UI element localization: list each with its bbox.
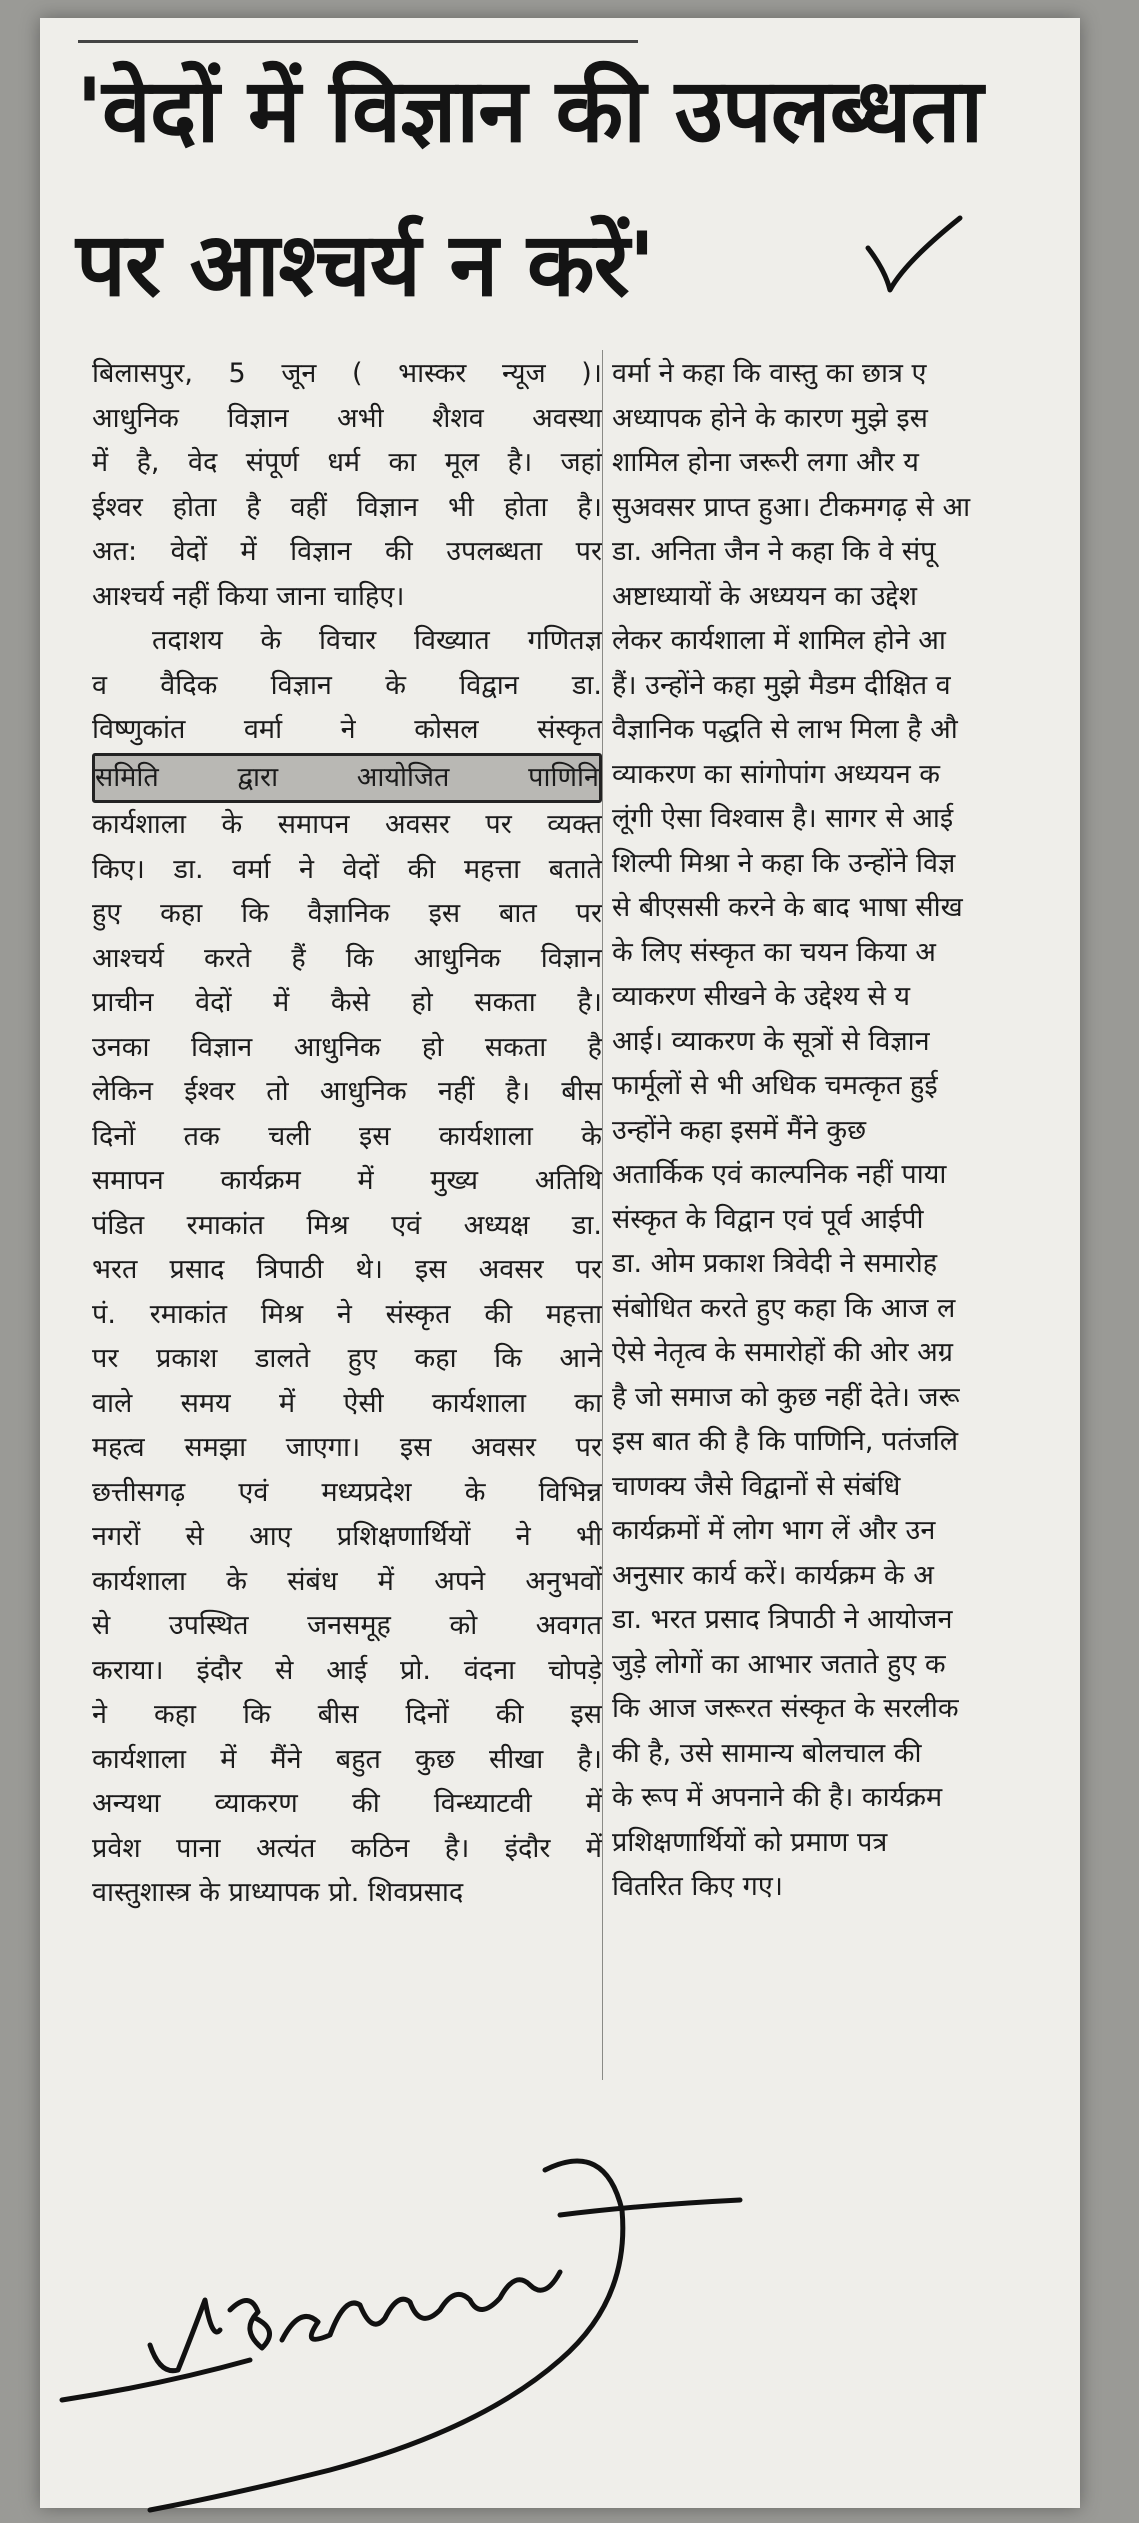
article-line: लेकिन ईश्वर तो आधुनिक नहीं है। बीस	[92, 1076, 602, 1107]
article-line: डा. भरत प्रसाद त्रिपाठी ने आयोजन	[612, 1604, 953, 1635]
article-line: इस बात की है कि पाणिनि, पतंजलि	[612, 1426, 959, 1457]
article-line: महत्व समझा जाएगा। इस अवसर पर	[92, 1432, 602, 1463]
article-line: विष्णुकांत वर्मा ने कोसल संस्कृत	[92, 714, 602, 745]
headline-line-1: 'वेदों में विज्ञान की उपलब्धता	[76, 59, 983, 162]
article-line: के लिए संस्कृत का चयन किया अ	[612, 936, 936, 968]
article-line: आधुनिक विज्ञान अभी शैशव अवस्था	[92, 402, 602, 434]
article-line: कार्यशाला में मैंने बहुत कुछ सीखा है।	[92, 1743, 602, 1775]
article-line: सुअवसर प्राप्त हुआ। टीकमगढ़ से आ	[612, 491, 971, 523]
article-line: किए। डा. वर्मा ने वेदों की महत्ता बताते	[92, 853, 602, 885]
article-line: कि आज जरूरत संस्कृत के सरलीक	[612, 1693, 959, 1724]
article-line: लूंगी ऐसा विश्वास है। सागर से आई	[612, 803, 954, 834]
article-line: से बीएससी करने के बाद भाषा सीख	[612, 892, 963, 923]
article-line: अत: वेदों में विज्ञान की उपलब्धता पर	[92, 536, 602, 567]
handwritten-signature	[62, 2161, 740, 2510]
article-line: आश्चर्य करते हैं कि आधुनिक विज्ञान	[92, 942, 602, 974]
article-line: अष्टाध्यायों के अध्ययन का उद्देश	[612, 580, 917, 612]
article-line: आई। व्याकरण के सूत्रों से विज्ञान	[612, 1025, 930, 1057]
article-line: प्रशिक्षणार्थियों को प्रमाण पत्र	[612, 1826, 888, 1858]
article-line: वास्तुशास्त्र के प्राध्यापक प्रो. शिवप्रसाद	[92, 1877, 464, 1908]
article-line: पर प्रकाश डालते हुए कहा कि आने	[92, 1343, 602, 1374]
article-line: जुड़े लोगों का आभार जताते हुए क	[612, 1648, 946, 1680]
article-line: प्रवेश पाना अत्यंत कठिन है। इंदौर में	[92, 1832, 602, 1864]
article-line: डा. ओम प्रकाश त्रिवेदी ने समारोह	[612, 1248, 938, 1279]
article-line: चाणक्य जैसे विद्वानों से संबंधि	[612, 1470, 901, 1502]
article-line: डा. अनिता जैन ने कहा कि वे संपू	[612, 536, 936, 567]
article-line: लेकर कार्यशाला में शामिल होने आ	[612, 625, 946, 656]
article-line: दिनों तक चली इस कार्यशाला के	[92, 1120, 602, 1152]
article-line: ऐसे नेतृत्व के समारोहों की ओर अग्र	[612, 1337, 953, 1368]
article-line: शिल्पी मिश्रा ने कहा कि उन्होंने विज्ञ	[612, 847, 956, 879]
article-line: भरत प्रसाद त्रिपाठी थे। इस अवसर पर	[92, 1254, 602, 1285]
article-line: वाले समय में ऐसी कार्यशाला का	[92, 1387, 602, 1419]
article-line: कार्यक्रमों में लोग भाग लें और उन	[612, 1515, 936, 1546]
article-line: प्राचीन वेदों में कैसे हो सकता है।	[92, 987, 602, 1018]
article-line: अन्यथा व्याकरण की विन्ध्याटवी में	[92, 1788, 602, 1819]
article-line: संस्कृत के विद्वान एवं पूर्व आईपी	[612, 1203, 924, 1235]
article-line: ने कहा कि बीस दिनों की इस	[92, 1699, 602, 1730]
article-line: पं. रमाकांत मिश्र ने संस्कृत की महत्ता	[92, 1298, 602, 1330]
article-line: वैज्ञानिक पद्धति से लाभ मिला है औ	[612, 714, 958, 745]
article-line: में है, वेद संपूर्ण धर्म का मूल है। जहां	[92, 447, 602, 478]
article-line: की है, उसे सामान्य बोलचाल की	[612, 1737, 922, 1769]
article-line-highlighted: समिति द्वारा आयोजित पाणिनि	[92, 753, 602, 804]
article-line: है जो समाज को कुछ नहीं देते। जरू	[612, 1381, 960, 1413]
article-line: नगरों से आए प्रशिक्षणार्थियों ने भी	[92, 1521, 602, 1552]
article-line: कार्यशाला के संबंध में अपने अनुभवों	[92, 1565, 602, 1597]
article-line: शामिल होना जरूरी लगा और य	[612, 447, 919, 478]
headline-line-2: पर आश्चर्य न करें'	[76, 213, 655, 316]
article-line: पंडित रमाकांत मिश्र एवं अध्यक्ष डा.	[92, 1209, 602, 1241]
article-line: हुए कहा कि वैज्ञानिक इस बात पर	[92, 898, 602, 929]
article-line: से उपस्थित जनसमूह को अवगत	[92, 1610, 602, 1641]
article-line: अतार्किक एवं काल्पनिक नहीं पाया	[612, 1159, 947, 1190]
article-line: तदाशय के विचार विख्यात गणितज्ञ	[152, 625, 602, 656]
article-line: समापन कार्यक्रम में मुख्य अतिथि	[92, 1165, 602, 1196]
article-line: व्याकरण का सांगोपांग अध्ययन क	[612, 758, 941, 790]
article-line: व्याकरण सीखने के उद्देश्य से य	[612, 981, 911, 1012]
article-line: अनुसार कार्य करें। कार्यक्रम के अ	[612, 1559, 934, 1591]
article-line: वर्मा ने कहा कि वास्तु का छात्र ए	[612, 358, 927, 389]
article-line: हैं। उन्होंने कहा मुझे मैडम दीक्षित व	[612, 669, 951, 701]
article-line: उन्होंने कहा इसमें मैंने कुछ	[612, 1114, 867, 1146]
article-line: संबोधित करते हुए कहा कि आज ल	[612, 1292, 956, 1324]
article-line: बिलासपुर, 5 जून ( भास्कर न्यूज )।	[92, 358, 602, 389]
article-line: व वैदिक विज्ञान के विद्वान डा.	[92, 669, 602, 701]
article-line: कार्यशाला के समापन अवसर पर व्यक्त	[92, 809, 602, 840]
article-line: फार्मूलों से भी अधिक चमत्कृत हुई	[612, 1070, 938, 1101]
checkmark-icon	[868, 218, 960, 290]
article-line: अध्यापक होने के कारण मुझे इस	[612, 402, 928, 434]
article-line: के रूप में अपनाने की है। कार्यक्रम	[612, 1782, 943, 1813]
article-line: छत्तीसगढ़ एवं मध्यप्रदेश के विभिन्न	[92, 1476, 602, 1508]
article-line: वितरित किए गए।	[612, 1871, 784, 1902]
article-line: कराया। इंदौर से आई प्रो. वंदना चोपड़े	[92, 1654, 602, 1686]
article-line: आश्चर्य नहीं किया जाना चाहिए।	[92, 580, 405, 612]
article-line: उनका विज्ञान आधुनिक हो सकता है	[92, 1031, 602, 1063]
article-line: ईश्वर होता है वहीं विज्ञान भी होता है।	[92, 491, 602, 523]
